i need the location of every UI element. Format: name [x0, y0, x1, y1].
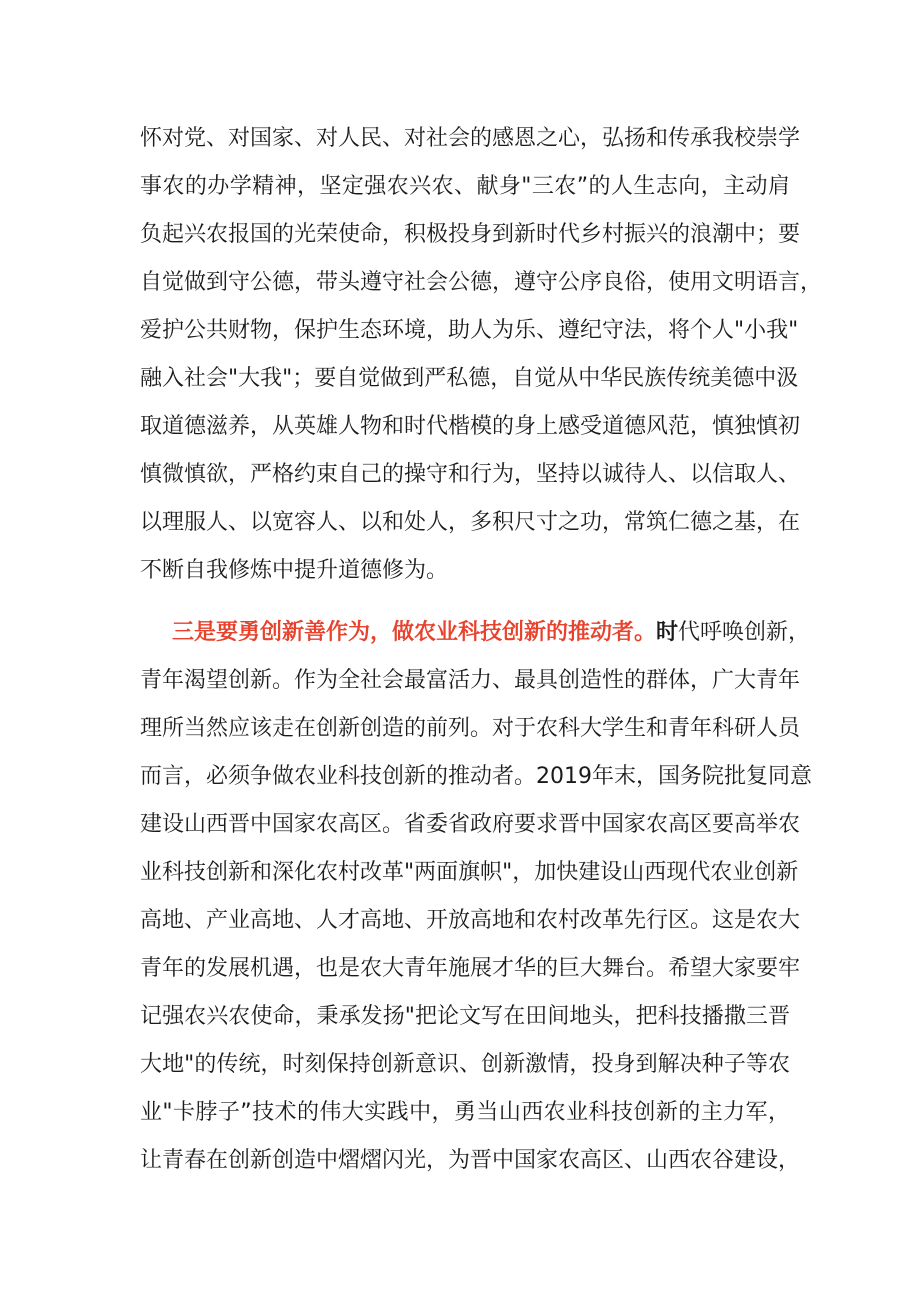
text-line: 业科技创新和深化农村改革"两面旗帜"，加快建设山西现代农业创新 — [140, 860, 799, 885]
text-line: 让青春在创新创造中熠熠闪光，为晋中国家农高区、山西农谷建设， — [140, 1148, 801, 1173]
text-line: 自觉做到守公德，带头遵守社会公德，遵守公序良俗，使用文明语言， — [140, 270, 823, 295]
text-line: 融入社会"大我"；要自觉做到严私德，自觉从中华民族传统美德中汲 — [140, 366, 799, 391]
text-line: 慎微慎欲，严格约束自己的操守和行为，坚持以诚待人、以信取人、 — [140, 462, 801, 487]
text-line: 取道德滋养，从英雄人物和时代楷模的身上感受道德风范，慎独慎初 — [140, 414, 801, 439]
text-line: 记强农兴农使命，秉承发扬"把论文写在田间地头，把科技播撒三晋 — [140, 1004, 790, 1029]
text-line: 怀对党、对国家、对人民、对社会的感恩之心，弘扬和传承我校崇学 — [140, 126, 801, 151]
text-line: 爱护公共财物，保护生态环境，助人为乐、遵纪守法，将个人"小我" — [140, 318, 799, 343]
text-line: 大地"的传统，时刻保持创新意识、创新激情，投身到解决种子等农 — [140, 1052, 790, 1077]
text-line: 青年的发展机遇，也是农大青年施展才华的巨大舞台。希望大家要牢 — [140, 956, 801, 981]
text-line: 负起兴农报国的光荣使命，积极投身到新时代乡村振兴的浪潮中；要 — [140, 222, 801, 247]
text-line: 建设山西晋中国家农高区。省委省政府要求晋中国家农高区要高举农 — [140, 812, 801, 837]
paragraph-virtue — [140, 115, 823, 595]
text-line: 以理服人、以宽容人、以和处人，多积尺寸之功，常筑仁德之基，在 — [140, 510, 801, 535]
lead-character: 时 — [656, 620, 679, 645]
text-line: 理所当然应该走在创新创造的前列。对于农科大学生和青年科研人员 — [140, 716, 801, 741]
first-line-rest: 代呼唤创新， — [678, 620, 811, 645]
paragraph-innovation — [140, 609, 812, 1185]
section-heading: 三是要勇创新善作为，做农业科技创新的推动者。 — [172, 620, 657, 645]
text-line: 青年渴望创新。作为全社会最富活力、最具创造性的群体，广大青年 — [140, 668, 801, 693]
text-line: 业"卡脖子”技术的伟大实践中，勇当山西农业科技创新的主力军， — [140, 1100, 790, 1125]
text-line: 事农的办学精神，坚定强农兴农、献身"三农”的人生志向，主动肩 — [140, 174, 790, 199]
paragraph-first-line — [140, 609, 811, 657]
text-line: 而言，必须争做农业科技创新的推动者。2019年末，国务院批复同意 — [140, 764, 812, 789]
text-line: 不断自我修炼中提升道德修为。 — [140, 558, 449, 583]
text-line: 高地、产业高地、人才高地、开放高地和农村改革先行区。这是农大 — [140, 908, 801, 933]
